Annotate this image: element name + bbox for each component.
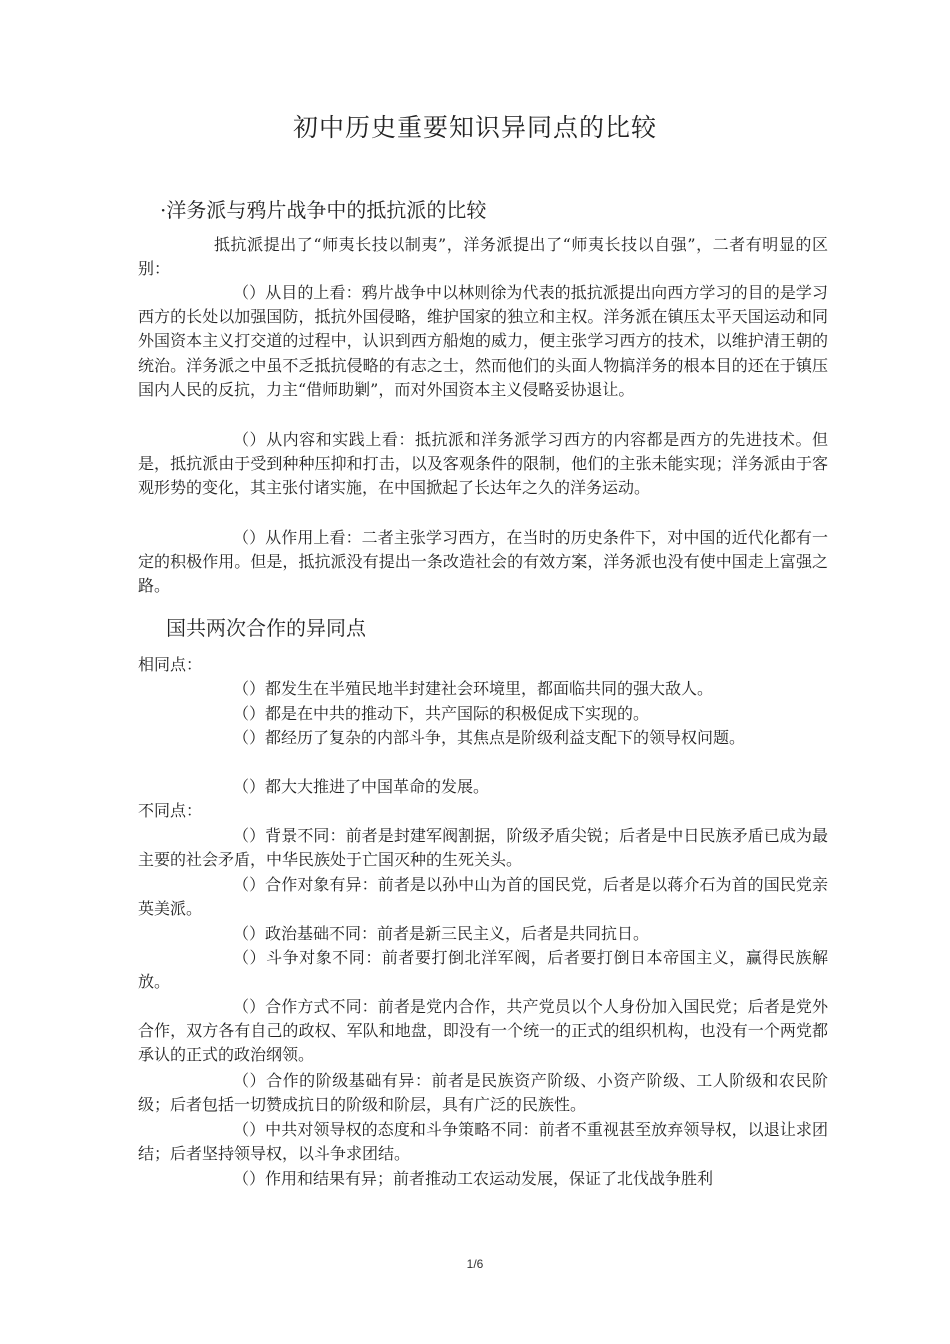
section1-paragraph-3: （）从作用上看：二者主张学习西方，在当时的历史条件下，对中国的近代化都有一定的积极作用。但是，抵抗派没有提出一条改造社会的有效方案，洋务派也没有使中国走上富强之路。 — [138, 528, 828, 596]
same-label: 相同点： — [138, 655, 203, 674]
diff-item-1: （）背景不同：前者是封建军阀割据，阶级矛盾尖锐；后者是中日民族矛盾已成为最主要的社会矛盾，中华民族处于亡国灭种的生死关头。 — [138, 826, 828, 870]
diff-item-2: （）合作对象有异：前者是以孙中山为首的国民党，后者是以蒋介石为首的国民党亲英美派。 — [138, 875, 828, 919]
section2-heading: 国共两次合作的异同点 — [166, 616, 366, 640]
diff-item-6: （）合作的阶级基础有异：前者是民族资产阶级、小资产阶级、工人阶级和农民阶级；后者包括一切赞成抗日的阶级和阶层，具有广泛的民族性。 — [138, 1071, 828, 1115]
same-item-2: （）都是在中共的推动下，共产国际的积极促成下实现的。 — [233, 704, 650, 723]
section1-intro: 抵抗派提出了“师夷长技以制夷”，洋务派提出了“师夷长技以自强”，二者有明显的区别： — [138, 235, 828, 279]
section1-paragraph-1: （）从目的上看：鸦片战争中以林则徐为代表的抵抗派提出向西方学习的目的是学习西方的长处以加强国防，抵抗外国侵略，维护国家的独立和主权。洋务派在镇压太平天国运动和同外国资本主义打交道的过程中，认识到西方船炮的威力，便主张学习西方的技术，以维护清王朝的统治。洋务派之中虽不乏抵抗侵略的有志之士，然而他们的头面人物搞洋务的根本目的还在于镇压国内人民的反抗，力主“借师助剿”，而对外国资本主义侵略妥协退让。 — [138, 283, 828, 399]
diff-item-7: （）中共对领导权的态度和斗争策略不同：前者不重视甚至放弃领导权，以退让求团结；后者坚持领导权，以斗争求团结。 — [138, 1120, 828, 1164]
page-number: 1/6 — [466, 1257, 484, 1271]
page-title: 初中历史重要知识异同点的比较 — [292, 113, 657, 142]
diff-label: 不同点： — [138, 801, 203, 820]
section1-paragraph-2: （）从内容和实践上看：抵抗派和洋务派学习西方的内容都是西方的先进技术。但是，抵抗派由于受到种种压抑和打击，以及客观条件的限制，他们的主张未能实现；洋务派由于客观形势的变化，其主张付诸实施，在中国掀起了长达年之久的洋务运动。 — [138, 430, 828, 498]
diff-item-3: （）政治基础不同：前者是新三民主义，后者是共同抗日。 — [233, 924, 650, 943]
section1-heading: ·洋务派与鸦片战争中的抵抗派的比较 — [160, 198, 487, 222]
same-item-1: （）都发生在半殖民地半封建社会环境里，都面临共同的强大敌人。 — [233, 679, 714, 698]
diff-item-4: （）斗争对象不同：前者要打倒北洋军阀，后者要打倒日本帝国主义，赢得民族解放。 — [138, 948, 828, 992]
diff-item-5: （）合作方式不同：前者是党内合作，共产党员以个人身份加入国民党；后者是党外合作，双方各有自己的政权、军队和地盘，即没有一个统一的正式的组织机构，也没有一个两党都承认的正式的政治纲领。 — [138, 997, 828, 1065]
diff-item-8: （）作用和结果有异；前者推动工农运动发展，保证了北伐战争胜利 — [233, 1169, 714, 1188]
same-item-4: （）都大大推进了中国革命的发展。 — [233, 777, 490, 796]
same-item-3: （）都经历了复杂的内部斗争，其焦点是阶级利益支配下的领导权问题。 — [233, 728, 746, 747]
